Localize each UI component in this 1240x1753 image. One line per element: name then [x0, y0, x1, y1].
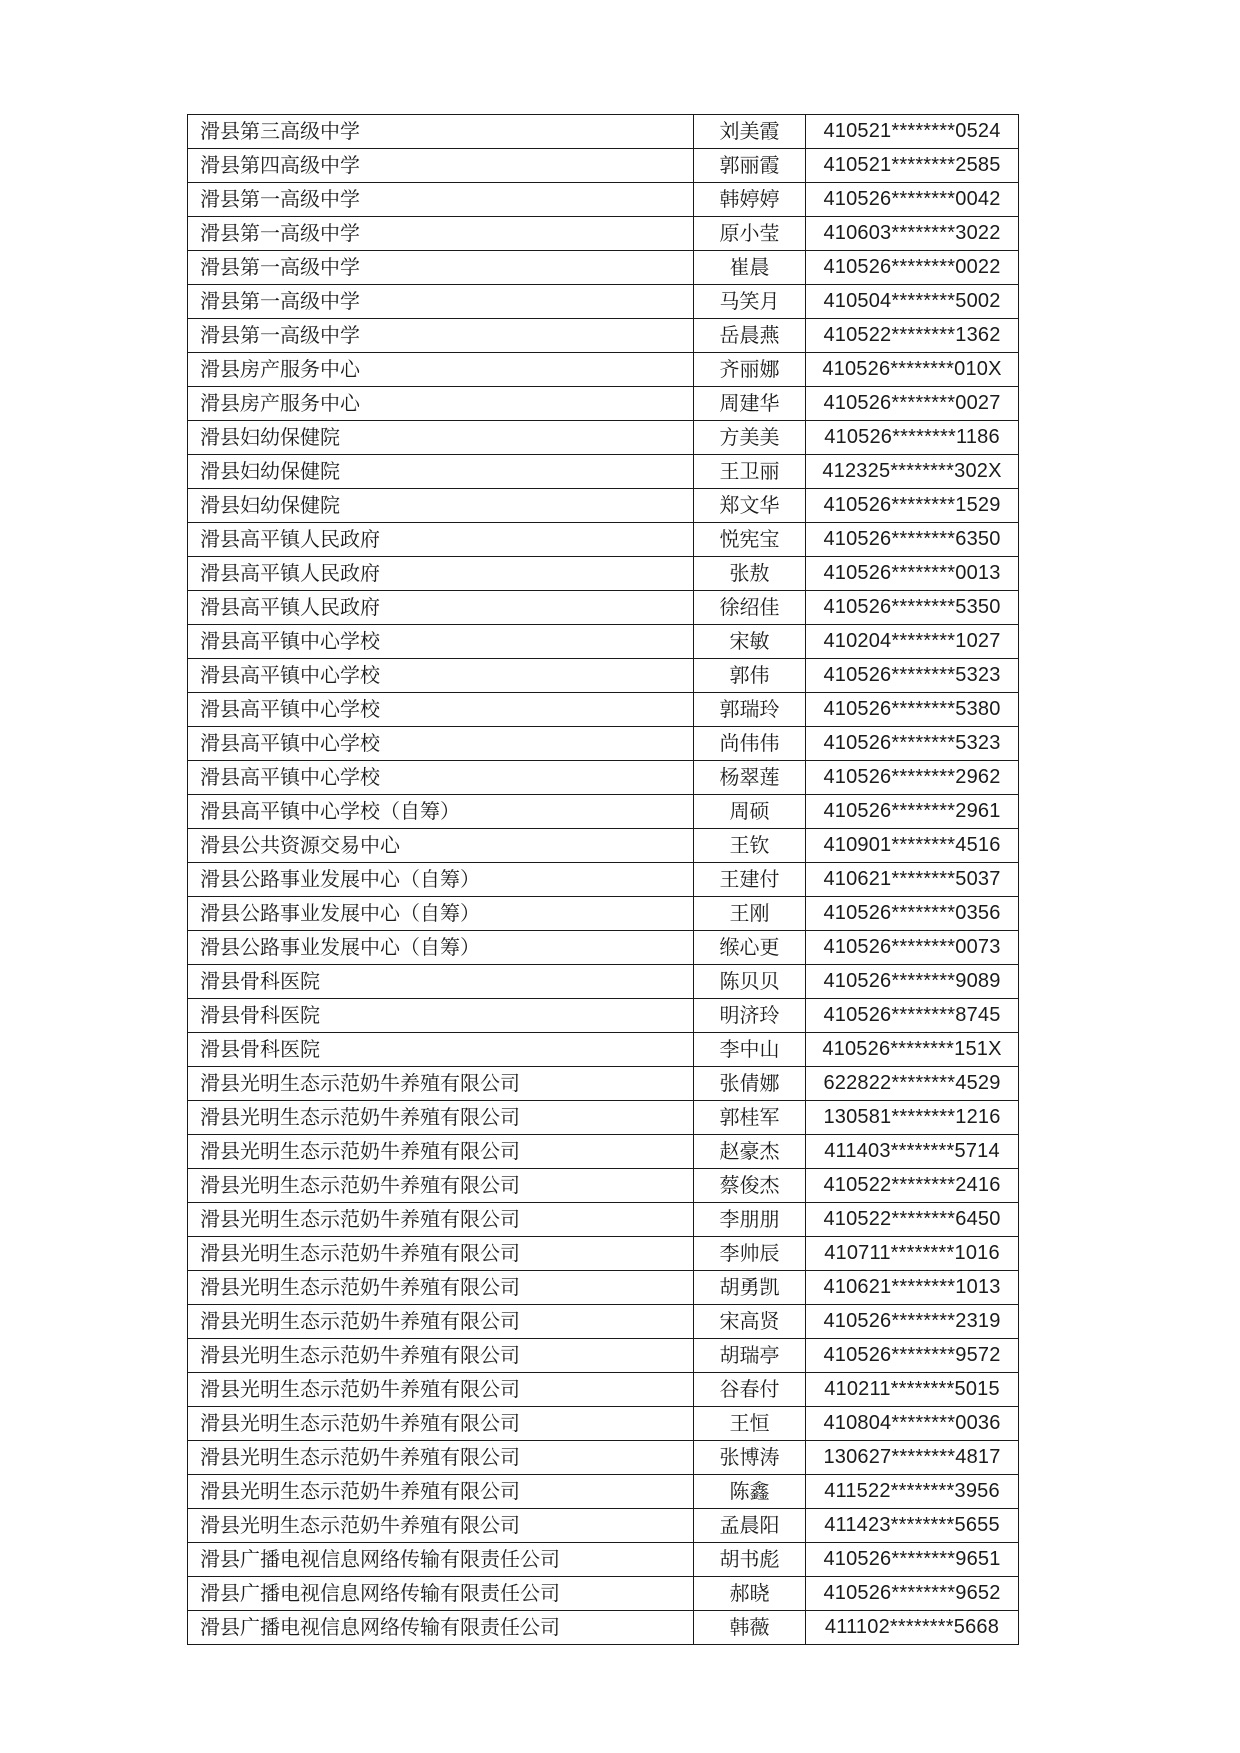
unit-cell: 滑县广播电视信息网络传输有限责任公司	[188, 1577, 694, 1611]
unit-cell: 滑县光明生态示范奶牛养殖有限公司	[188, 1271, 694, 1305]
table-row	[188, 1543, 1019, 1577]
unit-cell: 滑县妇幼保健院	[188, 421, 694, 455]
unit-cell: 滑县光明生态示范奶牛养殖有限公司	[188, 1407, 694, 1441]
table-row	[188, 523, 1019, 557]
id-number-cell: 410526********2962	[806, 761, 1019, 795]
table-row	[188, 149, 1019, 183]
table-row	[188, 897, 1019, 931]
id-number-cell: 410711********1016	[806, 1237, 1019, 1271]
id-number-cell: 410526********1529	[806, 489, 1019, 523]
id-number-cell: 410526********9089	[806, 965, 1019, 999]
unit-cell: 滑县光明生态示范奶牛养殖有限公司	[188, 1237, 694, 1271]
id-number-cell: 411423********5655	[806, 1509, 1019, 1543]
table-row	[188, 319, 1019, 353]
id-number-cell: 410804********0036	[806, 1407, 1019, 1441]
unit-cell: 滑县第一高级中学	[188, 319, 694, 353]
unit-cell: 滑县骨科医院	[188, 965, 694, 999]
table-row	[188, 1135, 1019, 1169]
unit-cell: 滑县光明生态示范奶牛养殖有限公司	[188, 1203, 694, 1237]
id-number-cell: 410204********1027	[806, 625, 1019, 659]
table-row	[188, 353, 1019, 387]
table-row	[188, 863, 1019, 897]
name-cell: 原小莹	[694, 217, 806, 251]
name-cell: 李帅辰	[694, 1237, 806, 1271]
name-cell: 张博涛	[694, 1441, 806, 1475]
name-cell: 悦宪宝	[694, 523, 806, 557]
name-cell: 方美美	[694, 421, 806, 455]
table-row	[188, 591, 1019, 625]
id-number-cell: 410526********6350	[806, 523, 1019, 557]
name-cell: 刘美霞	[694, 115, 806, 149]
id-number-cell: 410526********0027	[806, 387, 1019, 421]
table-row	[188, 761, 1019, 795]
id-number-cell: 412325********302X	[806, 455, 1019, 489]
name-cell: 陈鑫	[694, 1475, 806, 1509]
unit-cell: 滑县骨科医院	[188, 1033, 694, 1067]
unit-cell: 滑县公路事业发展中心（自筹）	[188, 897, 694, 931]
unit-cell: 滑县光明生态示范奶牛养殖有限公司	[188, 1101, 694, 1135]
name-cell: 缑心更	[694, 931, 806, 965]
id-number-cell: 411403********5714	[806, 1135, 1019, 1169]
name-cell: 韩薇	[694, 1611, 806, 1645]
name-cell: 郭桂军	[694, 1101, 806, 1135]
table-row	[188, 557, 1019, 591]
unit-cell: 滑县光明生态示范奶牛养殖有限公司	[188, 1339, 694, 1373]
id-number-cell: 410522********6450	[806, 1203, 1019, 1237]
table-row	[188, 421, 1019, 455]
table-row	[188, 1305, 1019, 1339]
name-cell: 明济玲	[694, 999, 806, 1033]
name-cell: 宋高贤	[694, 1305, 806, 1339]
name-cell: 郭伟	[694, 659, 806, 693]
table-row	[188, 1577, 1019, 1611]
name-cell: 陈贝贝	[694, 965, 806, 999]
id-number-cell: 410526********010X	[806, 353, 1019, 387]
name-cell: 周硕	[694, 795, 806, 829]
unit-cell: 滑县光明生态示范奶牛养殖有限公司	[188, 1169, 694, 1203]
name-cell: 郭丽霞	[694, 149, 806, 183]
name-cell: 谷春付	[694, 1373, 806, 1407]
name-cell: 周建华	[694, 387, 806, 421]
name-cell: 齐丽娜	[694, 353, 806, 387]
unit-cell: 滑县高平镇人民政府	[188, 523, 694, 557]
name-cell: 王恒	[694, 1407, 806, 1441]
name-cell: 崔晨	[694, 251, 806, 285]
unit-cell: 滑县高平镇中心学校	[188, 625, 694, 659]
name-cell: 李中山	[694, 1033, 806, 1067]
name-cell: 杨翠莲	[694, 761, 806, 795]
table-row	[188, 999, 1019, 1033]
table-row	[188, 455, 1019, 489]
name-cell: 王钦	[694, 829, 806, 863]
name-cell: 马笑月	[694, 285, 806, 319]
unit-cell: 滑县高平镇中心学校	[188, 659, 694, 693]
unit-cell: 滑县光明生态示范奶牛养殖有限公司	[188, 1373, 694, 1407]
table-row	[188, 659, 1019, 693]
unit-cell: 滑县光明生态示范奶牛养殖有限公司	[188, 1509, 694, 1543]
table-row	[188, 1033, 1019, 1067]
name-cell: 王刚	[694, 897, 806, 931]
id-number-cell: 410526********0042	[806, 183, 1019, 217]
table-row	[188, 931, 1019, 965]
id-number-cell: 410526********2961	[806, 795, 1019, 829]
id-number-cell: 410603********3022	[806, 217, 1019, 251]
unit-cell: 滑县房产服务中心	[188, 353, 694, 387]
table-row	[188, 625, 1019, 659]
unit-cell: 滑县光明生态示范奶牛养殖有限公司	[188, 1441, 694, 1475]
name-cell: 王卫丽	[694, 455, 806, 489]
name-cell: 韩婷婷	[694, 183, 806, 217]
unit-cell: 滑县公路事业发展中心（自筹）	[188, 931, 694, 965]
table-row	[188, 1101, 1019, 1135]
id-number-cell: 410522********2416	[806, 1169, 1019, 1203]
table-row	[188, 251, 1019, 285]
table-row	[188, 1067, 1019, 1101]
name-cell: 王建付	[694, 863, 806, 897]
unit-cell: 滑县骨科医院	[188, 999, 694, 1033]
id-number-cell: 410526********0013	[806, 557, 1019, 591]
table-row	[188, 1271, 1019, 1305]
unit-cell: 滑县光明生态示范奶牛养殖有限公司	[188, 1067, 694, 1101]
id-number-cell: 411102********5668	[806, 1611, 1019, 1645]
id-number-cell: 410901********4516	[806, 829, 1019, 863]
name-cell: 赵豪杰	[694, 1135, 806, 1169]
table-row	[188, 1475, 1019, 1509]
unit-cell: 滑县妇幼保健院	[188, 489, 694, 523]
table-row	[188, 693, 1019, 727]
id-number-cell: 410526********0073	[806, 931, 1019, 965]
unit-cell: 滑县第一高级中学	[188, 251, 694, 285]
unit-cell: 滑县高平镇中心学校	[188, 693, 694, 727]
id-number-cell: 410526********2319	[806, 1305, 1019, 1339]
id-number-cell: 410526********5323	[806, 727, 1019, 761]
unit-cell: 滑县高平镇中心学校（自筹）	[188, 795, 694, 829]
name-cell: 胡瑞亭	[694, 1339, 806, 1373]
table-row	[188, 1339, 1019, 1373]
id-number-cell: 410526********5323	[806, 659, 1019, 693]
table-row	[188, 727, 1019, 761]
unit-cell: 滑县广播电视信息网络传输有限责任公司	[188, 1543, 694, 1577]
table-row	[188, 1169, 1019, 1203]
name-cell: 尚伟伟	[694, 727, 806, 761]
id-number-cell: 410526********9652	[806, 1577, 1019, 1611]
unit-cell: 滑县第一高级中学	[188, 183, 694, 217]
name-cell: 蔡俊杰	[694, 1169, 806, 1203]
name-cell: 郝晓	[694, 1577, 806, 1611]
table-row	[188, 217, 1019, 251]
id-number-cell: 410526********151X	[806, 1033, 1019, 1067]
unit-cell: 滑县公共资源交易中心	[188, 829, 694, 863]
roster-table-body	[188, 115, 1019, 1645]
table-row	[188, 795, 1019, 829]
unit-cell: 滑县房产服务中心	[188, 387, 694, 421]
table-row	[188, 489, 1019, 523]
table-row	[188, 1373, 1019, 1407]
name-cell: 李朋朋	[694, 1203, 806, 1237]
unit-cell: 滑县高平镇中心学校	[188, 761, 694, 795]
table-row	[188, 1203, 1019, 1237]
id-number-cell: 410526********1186	[806, 421, 1019, 455]
id-number-cell: 410526********9651	[806, 1543, 1019, 1577]
name-cell: 胡书彪	[694, 1543, 806, 1577]
unit-cell: 滑县第一高级中学	[188, 217, 694, 251]
name-cell: 宋敏	[694, 625, 806, 659]
table-row	[188, 183, 1019, 217]
id-number-cell: 410526********0356	[806, 897, 1019, 931]
table-row	[188, 1407, 1019, 1441]
name-cell: 孟晨阳	[694, 1509, 806, 1543]
table-row	[188, 1237, 1019, 1271]
id-number-cell: 411522********3956	[806, 1475, 1019, 1509]
id-number-cell: 410526********5380	[806, 693, 1019, 727]
unit-cell: 滑县高平镇人民政府	[188, 591, 694, 625]
id-number-cell: 410621********5037	[806, 863, 1019, 897]
table-row	[188, 115, 1019, 149]
table-row	[188, 387, 1019, 421]
id-number-cell: 410526********9572	[806, 1339, 1019, 1373]
unit-cell: 滑县高平镇中心学校	[188, 727, 694, 761]
id-number-cell: 410504********5002	[806, 285, 1019, 319]
id-number-cell: 130627********4817	[806, 1441, 1019, 1475]
name-cell: 张倩娜	[694, 1067, 806, 1101]
table-row	[188, 1509, 1019, 1543]
id-number-cell: 410522********1362	[806, 319, 1019, 353]
unit-cell: 滑县公路事业发展中心（自筹）	[188, 863, 694, 897]
unit-cell: 滑县妇幼保健院	[188, 455, 694, 489]
table-row	[188, 965, 1019, 999]
id-number-cell: 410521********2585	[806, 149, 1019, 183]
unit-cell: 滑县第四高级中学	[188, 149, 694, 183]
name-cell: 徐绍佳	[694, 591, 806, 625]
name-cell: 郑文华	[694, 489, 806, 523]
id-number-cell: 410526********5350	[806, 591, 1019, 625]
id-number-cell: 130581********1216	[806, 1101, 1019, 1135]
unit-cell: 滑县第一高级中学	[188, 285, 694, 319]
id-number-cell: 410211********5015	[806, 1373, 1019, 1407]
id-number-cell: 410521********0524	[806, 115, 1019, 149]
name-cell: 岳晨燕	[694, 319, 806, 353]
table-row	[188, 285, 1019, 319]
name-cell: 张敖	[694, 557, 806, 591]
table-row	[188, 1441, 1019, 1475]
unit-cell: 滑县光明生态示范奶牛养殖有限公司	[188, 1475, 694, 1509]
id-number-cell: 410526********0022	[806, 251, 1019, 285]
id-number-cell: 622822********4529	[806, 1067, 1019, 1101]
id-number-cell: 410621********1013	[806, 1271, 1019, 1305]
unit-cell: 滑县第三高级中学	[188, 115, 694, 149]
name-cell: 郭瑞玲	[694, 693, 806, 727]
id-number-cell: 410526********8745	[806, 999, 1019, 1033]
table-row	[188, 1611, 1019, 1645]
unit-cell: 滑县光明生态示范奶牛养殖有限公司	[188, 1305, 694, 1339]
unit-cell: 滑县光明生态示范奶牛养殖有限公司	[188, 1135, 694, 1169]
unit-cell: 滑县高平镇人民政府	[188, 557, 694, 591]
unit-cell: 滑县广播电视信息网络传输有限责任公司	[188, 1611, 694, 1645]
name-cell: 胡勇凯	[694, 1271, 806, 1305]
roster-table	[187, 114, 1019, 1645]
table-row	[188, 829, 1019, 863]
